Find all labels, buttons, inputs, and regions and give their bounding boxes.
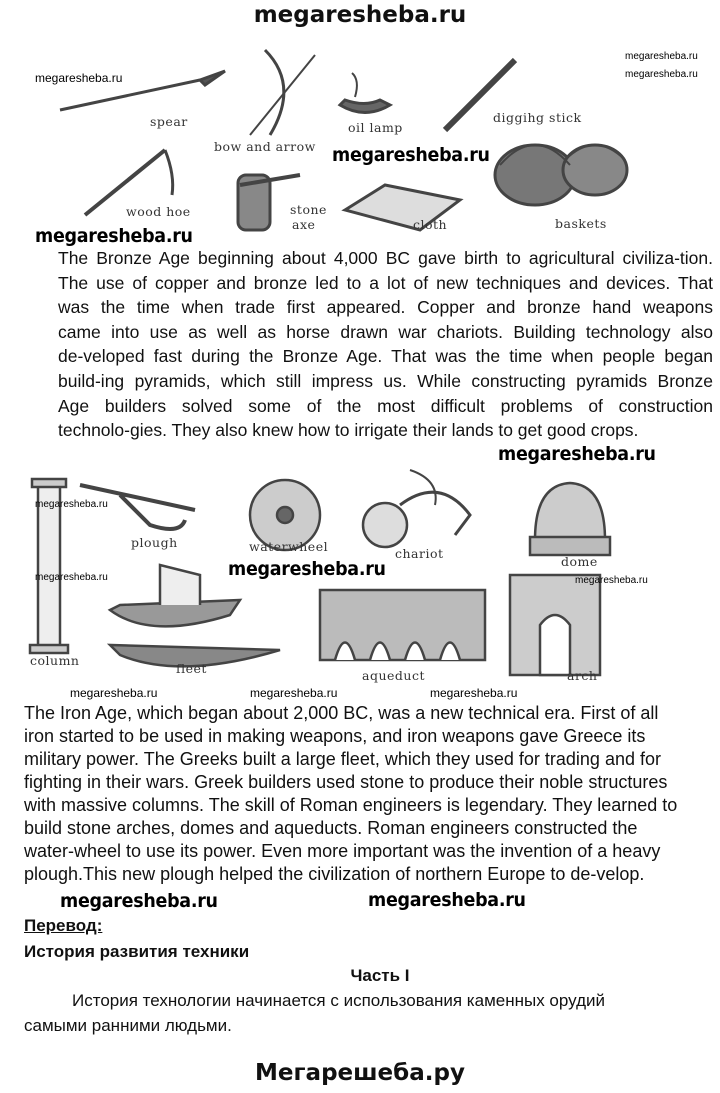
text-line: The Bronze Age beginning about 4,000 BC gave birth to agricultural civiliza-tion. xyxy=(58,248,713,268)
caption-wood-hoe: wood hoe xyxy=(126,204,191,219)
caption-stone: stone xyxy=(290,202,327,217)
watermark: megaresheba.ru xyxy=(625,69,698,80)
caption-column: column xyxy=(30,653,80,668)
text-line: iron started to be used in making weapons, and iron weapons gave Greece its xyxy=(24,726,646,746)
translation-text-line: История технологии начинается с использования каменных орудий xyxy=(72,991,605,1010)
caption-fleet: fleet xyxy=(176,661,207,676)
caption-oil-lamp: oil lamp xyxy=(348,120,403,135)
caption-chariot: chariot xyxy=(395,546,444,561)
watermark: megaresheba.ru xyxy=(35,71,123,85)
text-line: build stone arches, domes and aqueducts. Roman engineers constructed the xyxy=(24,818,638,838)
text-line: water-wheel to use its power. Even more important was the invention of a heavy xyxy=(24,841,661,861)
caption-aqueduct: aqueduct xyxy=(362,668,425,683)
dome-drawing xyxy=(535,483,605,540)
text-line: de-veloped fast during the Bronze Age. That was the time when people began xyxy=(58,346,713,367)
watermark: megaresheba.ru xyxy=(60,890,218,912)
site-footer[interactable]: Мегарешеба.ру xyxy=(255,1060,465,1086)
text-line: plough.This new plough helped the civilization of northern Europe to de-velop. xyxy=(24,864,645,884)
oil-lamp-drawing xyxy=(340,100,390,113)
text-line: The Iron Age, which began about 2,000 BC, was a new technical era. First of all xyxy=(24,703,659,723)
text-line: technolo-gies. They also knew how to irrigate their lands to get good crops. xyxy=(58,420,639,441)
ancient-tools-illustration xyxy=(0,35,720,235)
watermark: megaresheba.ru xyxy=(35,499,108,510)
bow-drawing xyxy=(265,50,284,135)
part-heading: Часть I xyxy=(350,966,410,985)
watermark: megaresheba.ru xyxy=(250,686,338,700)
text-line: was the time when trade first appeared. Copper and bronze hand weapons xyxy=(58,297,713,318)
watermark: megaresheba.ru xyxy=(625,51,698,62)
watermark: megaresheba.ru xyxy=(575,575,648,586)
watermark: megaresheba.ru xyxy=(430,686,518,700)
text-line: with massive columns. The skill of Roman engineers is legendary. They learned to xyxy=(24,795,678,815)
text-line: military power. The Greeks built a large fleet, which they used for trading and for xyxy=(24,749,661,769)
text-line: fighting in their wars. Greek builders used stone to produce their noble structures xyxy=(24,772,668,792)
caption-waterwheel: waterwheel xyxy=(249,539,329,554)
caption-spear: spear xyxy=(150,114,188,129)
chariot-drawing xyxy=(363,503,407,547)
watermark: megaresheba.ru xyxy=(70,686,158,700)
caption-dome: dome xyxy=(561,554,598,569)
watermark: megaresheba.ru xyxy=(35,572,108,583)
site-header[interactable]: megaresheba.ru xyxy=(253,2,467,28)
caption-bow-and-arrow: bow and arrow xyxy=(214,139,316,154)
watermark: megaresheba.ru xyxy=(498,443,656,465)
watermark: megaresheba.ru xyxy=(332,144,490,166)
watermark: megaresheba.ru xyxy=(368,889,526,911)
caption-plough: plough xyxy=(131,535,178,550)
caption-arch: arch xyxy=(567,668,598,683)
watermark: megaresheba.ru xyxy=(35,225,193,247)
translation-text-line: самыми ранними людьми. xyxy=(24,1016,232,1035)
text-line: came into use as well as horse drawn war chariots. Building technology also xyxy=(58,321,713,342)
caption-cloth: cloth xyxy=(413,217,448,232)
text-line: build-ing pyramids, which still impress us. While constructing pyramids Bronze xyxy=(58,371,713,391)
caption-baskets: baskets xyxy=(555,216,607,231)
spear-tip-drawing xyxy=(200,71,225,85)
caption-axe: axe xyxy=(292,217,316,232)
text-line: The use of copper and bronze led to a lot of new techniques and devices. That xyxy=(58,272,713,293)
translation-title: История развития техники xyxy=(24,942,250,961)
caption-digging-stick: diggihg stick xyxy=(493,110,582,125)
translation-label: Перевод: xyxy=(24,916,103,935)
watermark: megaresheba.ru xyxy=(228,558,386,580)
text-line: Age builders solved some of the most difficult problems of construction xyxy=(58,395,713,416)
